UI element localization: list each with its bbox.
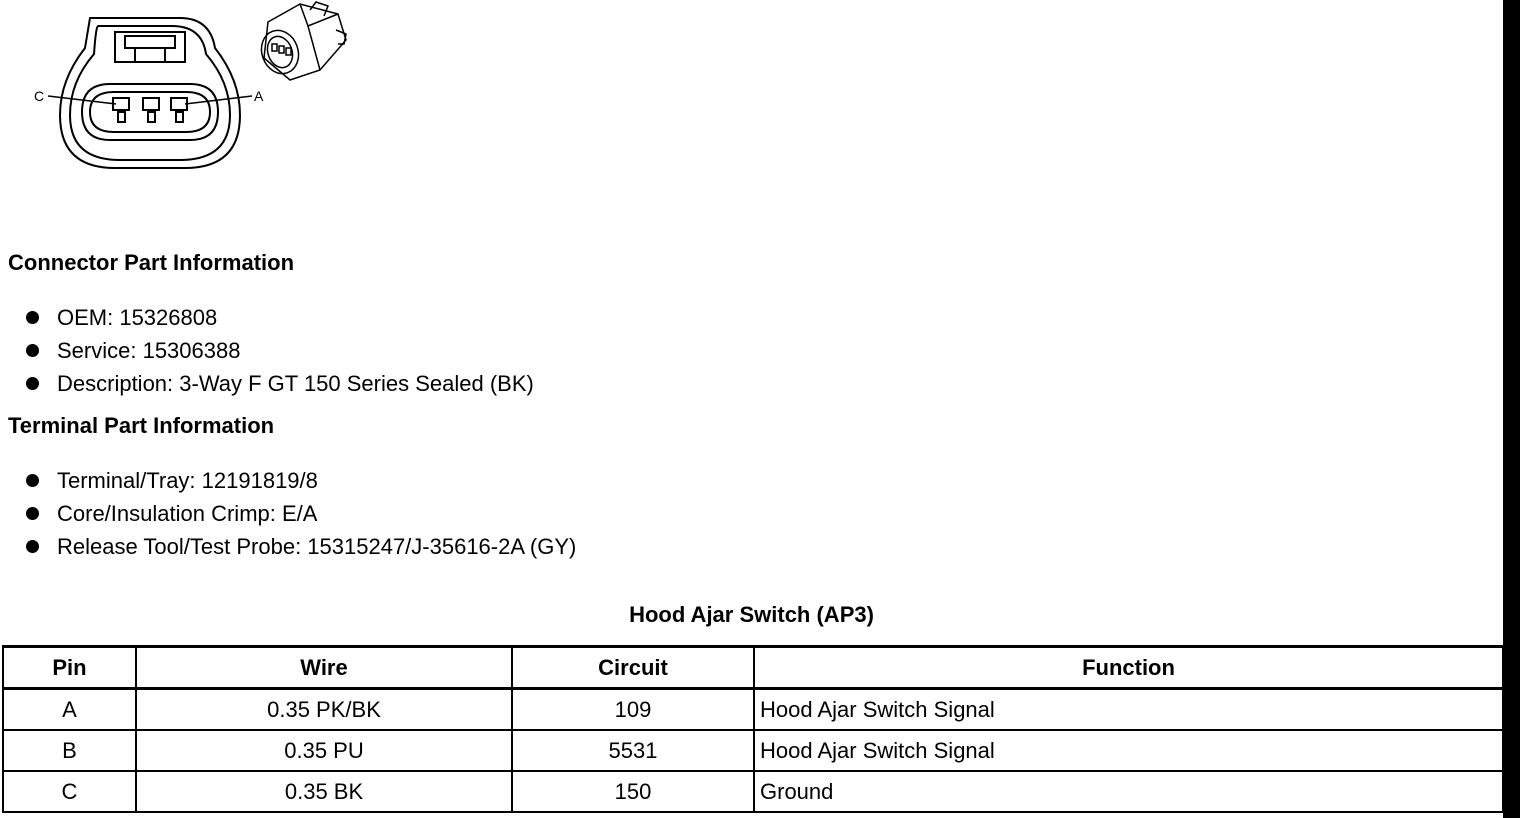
terminal-label-a: A [254, 88, 264, 104]
table-row [3, 689, 1503, 731]
connector-face-diagram [30, 0, 270, 175]
terminal-label-c: C [34, 88, 45, 104]
cell-function: Hood Ajar Switch Signal [754, 689, 1503, 731]
bullet-icon [26, 377, 39, 390]
bullet-icon [26, 507, 39, 520]
header-circuit: Circuit [512, 647, 754, 689]
connector-info-list [24, 301, 534, 400]
list-item [24, 497, 576, 530]
list-item-text: OEM: 15326808 [57, 305, 218, 330]
cell-function: Hood Ajar Switch Signal [754, 730, 1503, 771]
table-caption: Hood Ajar Switch (AP3) [629, 602, 874, 627]
terminal-cavity-b [143, 98, 159, 122]
cell-circuit: 150 [512, 771, 754, 812]
cell-pin: B [3, 730, 136, 771]
bullet-icon [26, 311, 39, 324]
bullet-icon [26, 540, 39, 553]
cell-pin: A [3, 689, 136, 731]
table-row [3, 771, 1503, 812]
list-item-text: Description: 3-Way F GT 150 Series Sealed (BK) [57, 371, 534, 396]
cell-wire: 0.35 PK/BK [136, 689, 512, 731]
list-item [24, 464, 576, 497]
cell-wire: 0.35 PU [136, 730, 512, 771]
bullet-icon [26, 474, 39, 487]
page-edge-bar [1503, 0, 1520, 818]
terminal-info-list [24, 464, 576, 563]
terminal-cavity-c [113, 98, 129, 122]
cell-circuit: 109 [512, 689, 754, 731]
cell-pin: C [3, 771, 136, 812]
list-item [24, 301, 534, 334]
header-pin: Pin [3, 647, 136, 689]
cell-wire: 0.35 BK [136, 771, 512, 812]
list-item [24, 334, 534, 367]
header-function: Function [754, 647, 1503, 689]
list-item [24, 367, 534, 400]
leader-line-a [185, 96, 252, 104]
list-item-text: Release Tool/Test Probe: 15315247/J-35616-2A (GY) [57, 534, 577, 559]
list-item-text: Terminal/Tray: 12191819/8 [57, 468, 318, 493]
list-item-text: Service: 15306388 [57, 338, 241, 363]
list-item [24, 530, 576, 563]
connector-info-heading: Connector Part Information [8, 250, 295, 275]
cell-circuit: 5531 [512, 730, 754, 771]
connector-3d-view [250, 0, 360, 90]
table-header-row [3, 647, 1503, 689]
table-row [3, 730, 1503, 771]
terminal-info-heading: Terminal Part Information [8, 413, 275, 438]
list-item-text: Core/Insulation Crimp: E/A [57, 501, 318, 526]
bullet-icon [26, 344, 39, 357]
header-wire: Wire [136, 647, 512, 689]
terminal-cavity-a [171, 98, 187, 122]
cell-function: Ground [754, 771, 1503, 812]
pin-table [2, 645, 1504, 813]
